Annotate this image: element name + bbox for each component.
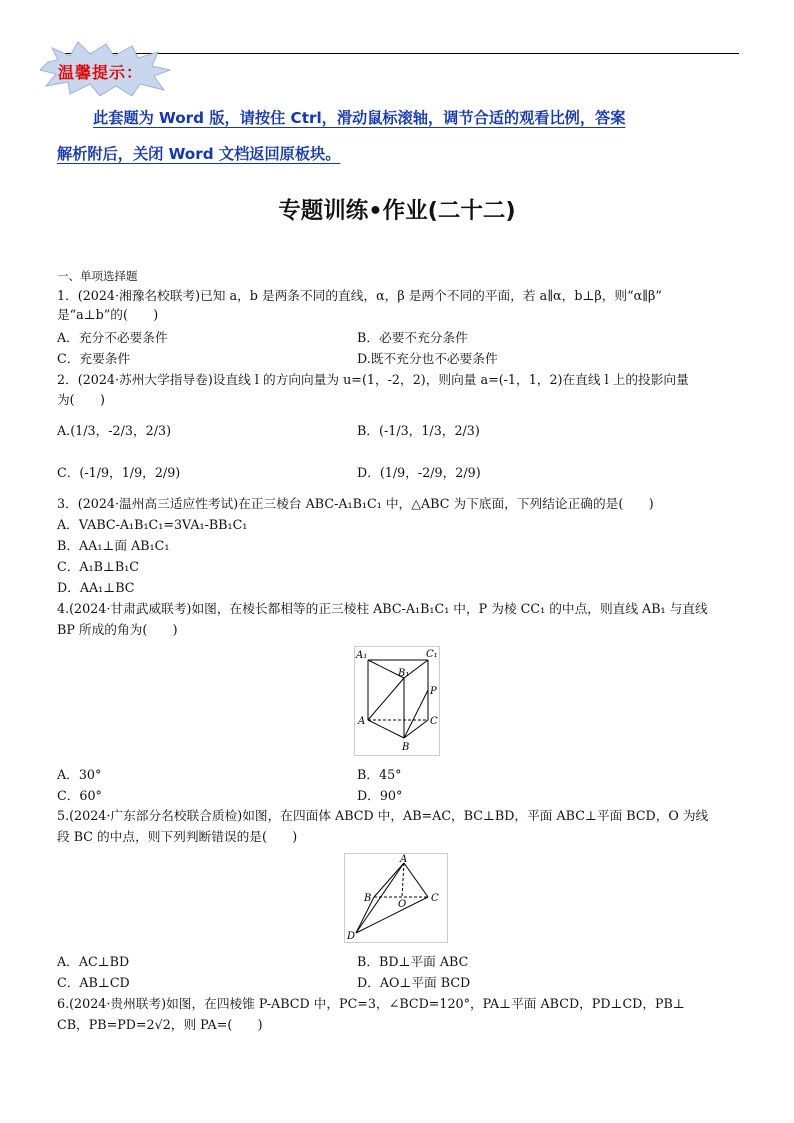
- q4-stem-line1: 4.(2024·甘肃武威联考)如图，在棱长都相等的正三棱柱 ABC-A₁B₁C₁ 中，P 为棱 CC₁ 的中点，则直线 AB₁ 与直线: [57, 601, 708, 616]
- q1-stem-line2: 是“a⊥b”的( ): [57, 307, 159, 322]
- fig4-label-a1: A₁: [356, 650, 368, 661]
- q3-option-b: B．AA₁⊥面 AB₁C₁: [57, 538, 170, 553]
- fig5-label-c: C: [431, 893, 439, 904]
- q2-option-d: D．(1/9，-2/9，2/9): [357, 465, 481, 480]
- q3-option-a: A．VABC-A₁B₁C₁=3VA₁-BB₁C₁: [57, 517, 248, 532]
- tetrahedron-figure: [344, 853, 448, 943]
- q6-stem-line1: 6.(2024·贵州联考)如图，在四棱锥 P-ABCD 中，PC=3，∠BCD=120°，PA⊥平面 ABCD，PD⊥CD，PB⊥: [57, 996, 685, 1011]
- fig5-label-o: O: [398, 899, 407, 910]
- q5-option-b: B．BD⊥平面 ABC: [357, 954, 469, 969]
- q4-option-b: B．45°: [357, 767, 402, 782]
- q3-option-c: C．A₁B⊥B₁C: [57, 559, 140, 574]
- q1-option-d: D.既不充分也不必要条件: [357, 351, 498, 366]
- q2-stem-line2: 为( ): [57, 392, 105, 407]
- page-title: 专题训练•作业(二十二): [278, 198, 516, 224]
- q4-option-d: D．90°: [357, 788, 403, 803]
- q5-option-a: A．AC⊥BD: [57, 954, 130, 969]
- notice-line-1: 此套题为 Word 版，请按住 Ctrl，滑动鼠标滚轴，调节合适的观看比例，答案: [93, 109, 626, 127]
- q5-stem-line2: 段 BC 的中点，则下列判断错误的是( ): [57, 829, 298, 844]
- fig5-label-a: A: [400, 854, 408, 865]
- q1-option-b: B．必要不充分条件: [357, 330, 468, 345]
- fig4-label-a: A: [358, 716, 366, 727]
- prism-figure: [354, 646, 440, 756]
- q5-option-d: D．AO⊥平面 BCD: [357, 975, 471, 990]
- fig5-label-d: D: [347, 931, 356, 942]
- q2-option-a: A.(1/3，-2/3，2/3): [57, 423, 172, 438]
- notice-badge: 温馨提示：: [58, 63, 144, 82]
- section-heading: 一、单项选择题: [57, 269, 138, 283]
- q1-option-c: C．充要条件: [57, 351, 131, 366]
- q2-option-b: B．(-1/3，1/3，2/3): [357, 423, 480, 438]
- fig5-label-b: B: [364, 893, 372, 904]
- q3-stem: 3．(2024·温州高三适应性考试)在正三棱台 ABC-A₁B₁C₁ 中，△ABC 为下底面，下列结论正确的是( ): [57, 496, 654, 511]
- fig4-label-p: P: [430, 686, 437, 697]
- q1-option-a: A．充分不必要条件: [57, 330, 168, 345]
- fig4-label-c1: C₁: [426, 649, 438, 660]
- q5-option-c: C．AB⊥CD: [57, 975, 130, 990]
- q4-option-c: C．60°: [57, 788, 102, 803]
- q4-option-a: A．30°: [57, 767, 102, 782]
- q3-option-d: D．AA₁⊥BC: [57, 580, 135, 595]
- notice-line-2: 解析附后，关闭 Word 文档返回原板块。: [57, 145, 341, 163]
- q4-stem-line2: BP 所成的角为( ): [57, 622, 178, 637]
- fig4-label-b1: B₁: [398, 668, 410, 679]
- fig4-label-c: C: [430, 716, 438, 727]
- q2-stem-line1: 2．(2024·苏州大学指导卷)设直线 l 的方向向量为 u=(1，-2，2)，则向量 a=(-1，1，2)在直线 l 上的投影向量: [57, 372, 689, 387]
- q5-stem-line1: 5.(2024·广东部分名校联合质检)如图，在四面体 ABCD 中，AB=AC，BC⊥BD，平面 ABC⊥平面 BCD，O 为线: [57, 808, 709, 823]
- q2-option-c: C．(-1/9，1/9，2/9): [57, 465, 181, 480]
- fig4-label-b: B: [402, 742, 410, 753]
- q6-stem-line2: CB，PB=PD=2√2，则 PA=( ): [57, 1017, 263, 1032]
- q1-stem-line1: 1．(2024·湘豫名校联考)已知 a，b 是两条不同的直线，α，β 是两个不同的平面，若 a∥α，b⊥β，则“α∥β”: [57, 288, 662, 303]
